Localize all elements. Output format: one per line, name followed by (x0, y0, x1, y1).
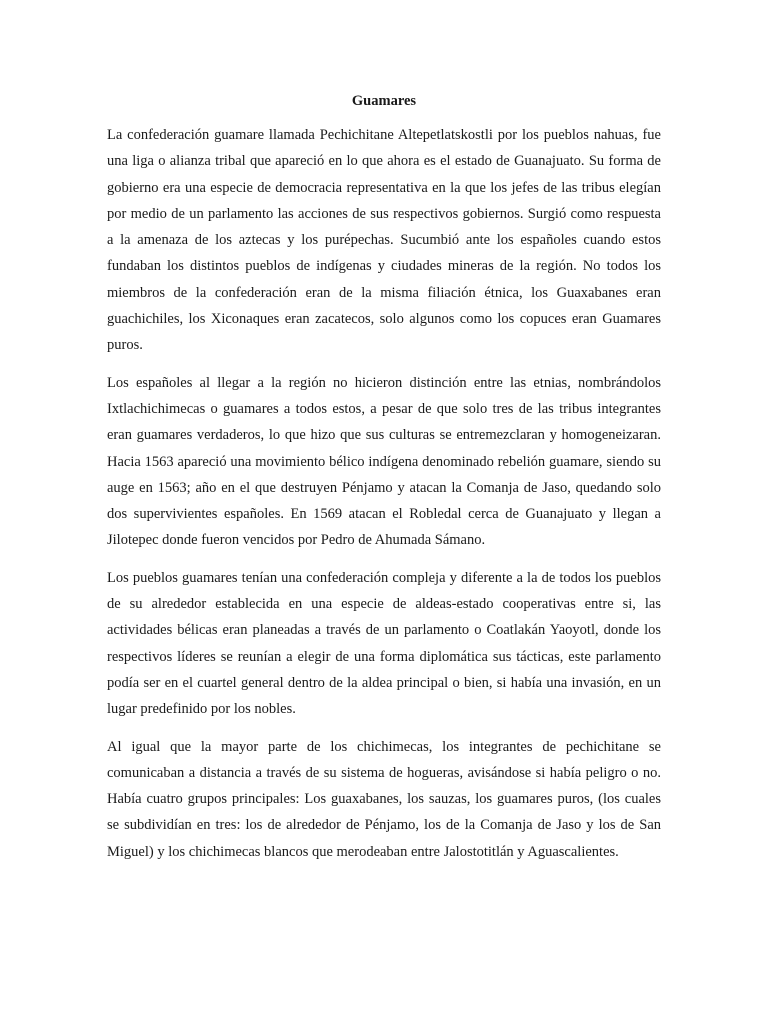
document-title: Guamares (351, 93, 417, 109)
paragraph-4: Al igual que la mayor parte de los chichimecas, los integrantes de pechichitane se comunicaban a distancia a través de su sistema de hogueras, avisándose si había peligro o no. Había cuatro grupos principales: Los guaxabanes, los sauzas, los guamares puros, (los cuales se subdividían en tres: los de alrededor de Pénjamo, los de la Comanja de Jaso y los de San Miguel) y los chichimecas blancos que merodeaban entre Jalostotitlán y Aguascalientes. (107, 738, 661, 860)
paragraph-3: Los pueblos guamares tenían una confederación compleja y diferente a la de todos los pueblos de su alrededor establecida en una especie de aldeas-estado cooperativas entre si, las actividades bélicas eran planeadas a través de un parlamento o Coatlakán Yaoyotl, donde los respectivos líderes se reunían a elegir de una forma diplomática sus tácticas, este parlamento podía ser en el cuartel general dentro de la aldea principal o bien, si había una invasión, en un lugar predefinido por los nobles. (107, 569, 661, 718)
paragraph-2: Los españoles al llegar a la región no hicieron distinción entre las etnias, nombrándolos Ixtlachichimecas o guamares a todos estos, a pesar de que solo tres de las tribus integrantes eran guamares verdaderos, lo que hizo que sus culturas se entremezclaran y homogeneizaran. Hacia 1563 apareció una movimiento bélico indígena denominado rebelión guamare, siendo su auge en 1563; año en el que destruyen Pénjamo y atacan la Comanja de Jaso, quedando solo dos supervivientes españoles. En 1569 atacan el Robledal cerca de Guanajuato y llegan a Jilotepec donde fueron vencidos por Pedro de Ahumada Sámano. (107, 374, 661, 549)
paragraph-1: La confederación guamare llamada Pechichitane Altepetlatskostli por los pueblos nahuas, fue una liga o alianza tribal que apareció en lo que ahora es el estado de Guanajuato. Su forma de gobierno era una especie de democracia representativa en la que los jefes de las tribus elegían por medio de un parlamento las acciones de sus respectivos gobiernos. Surgió como respuesta a la amenaza de los aztecas y los purépechas. Sucumbió ante los españoles cuando estos fundaban los distintos pueblos de indígenas y ciudades mineras de la región. No todos los miembros de la confederación eran de la misma filiación étnica, los Guaxabanes eran guachichiles, los Xiconaques eran zacatecos, solo algunos como los copuces eran Guamares puros. (107, 127, 661, 354)
document-page (107, 90, 661, 876)
